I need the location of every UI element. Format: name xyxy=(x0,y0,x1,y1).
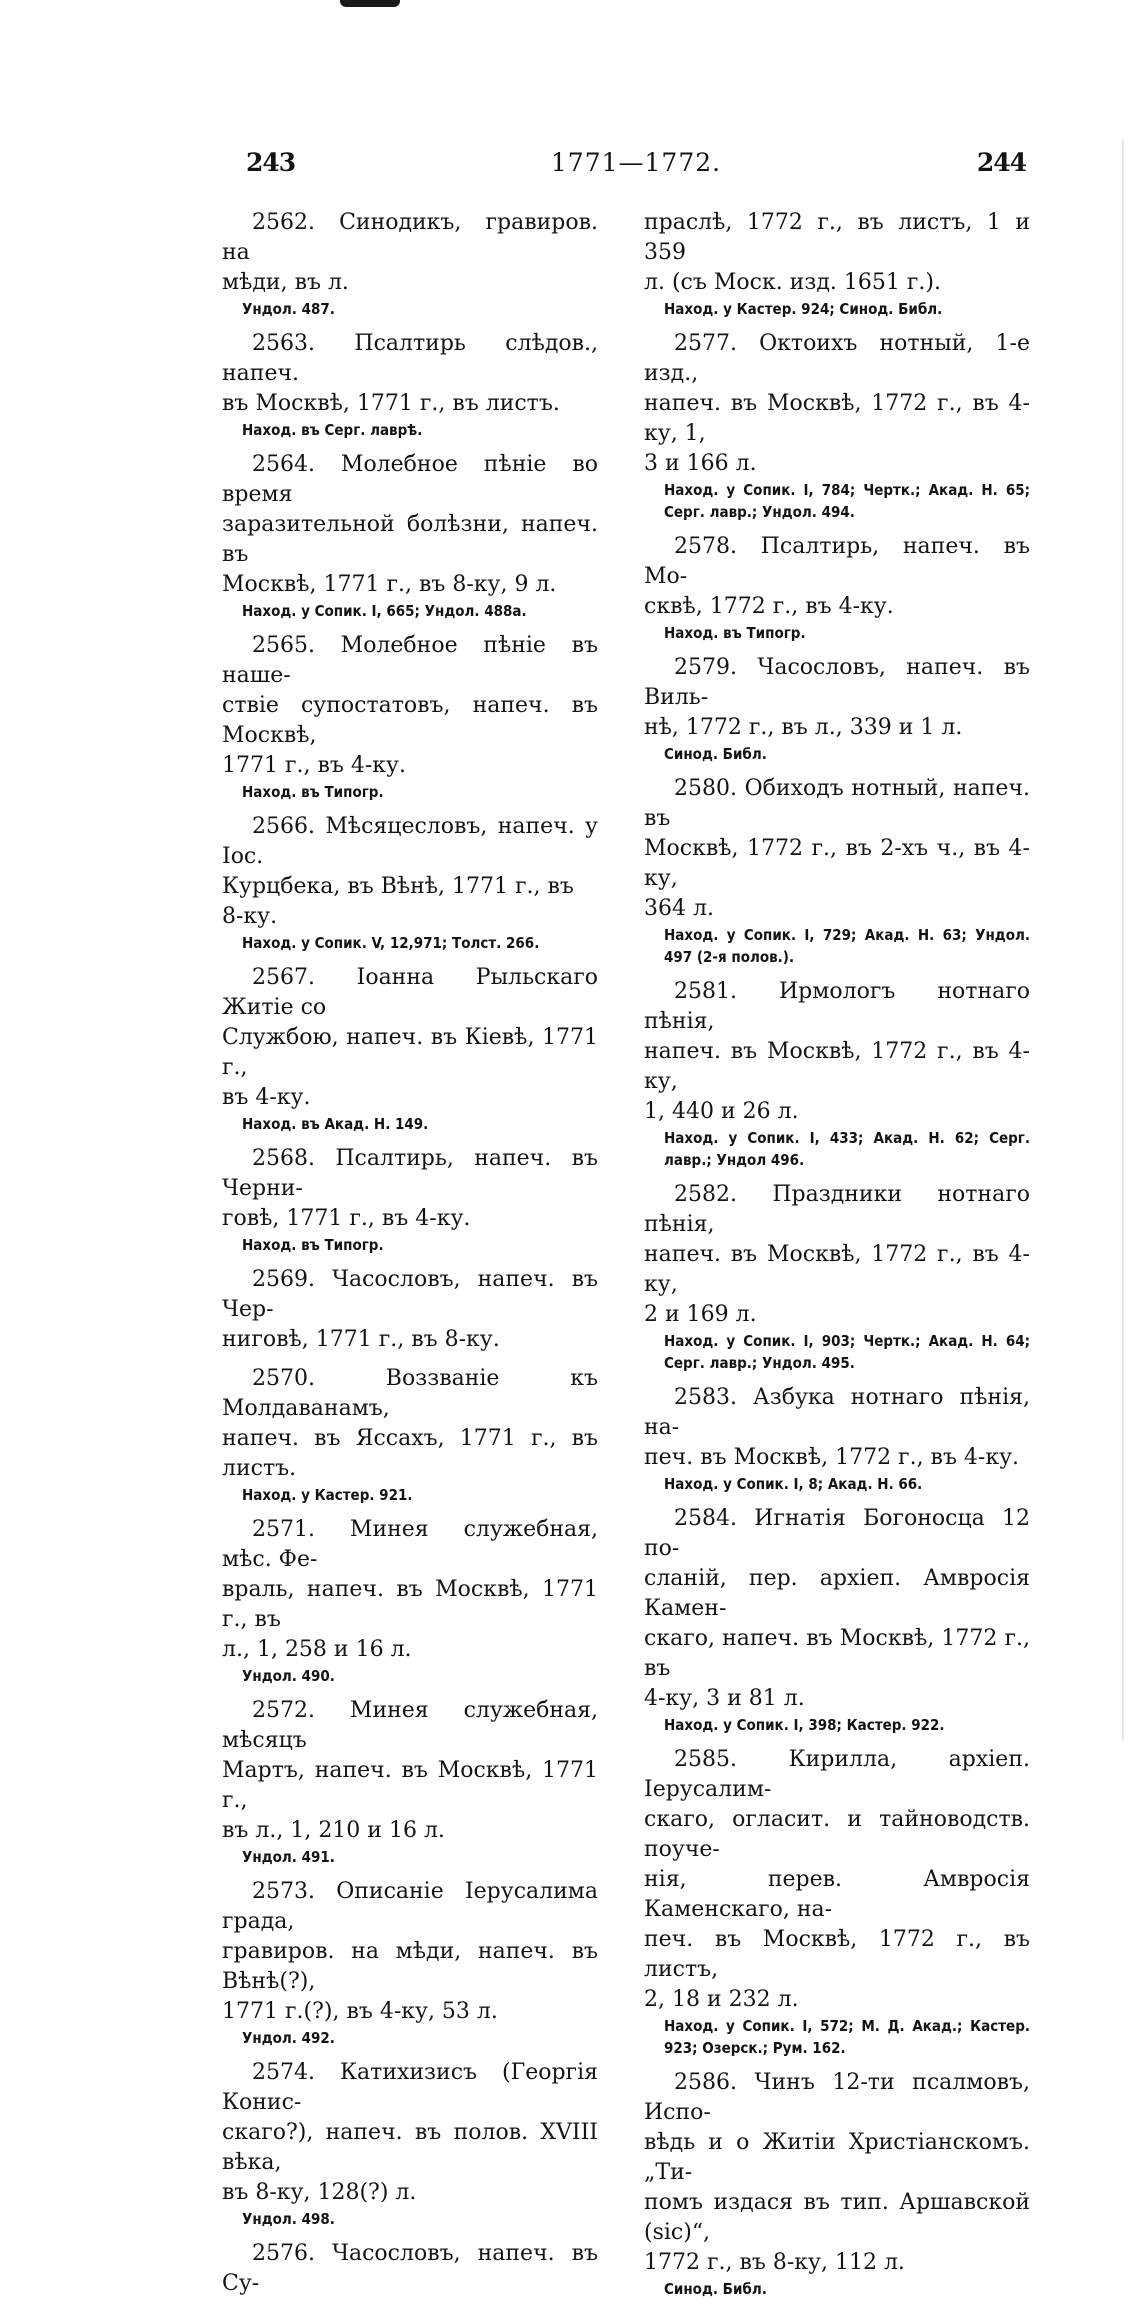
catalog-entry xyxy=(222,1265,598,1355)
entry-heading-line: 2564. Молебное пѣніе во время xyxy=(222,452,598,507)
catalog-entry xyxy=(222,2239,598,2299)
entry-line: 4-ку, 3 и 81 л. xyxy=(644,1686,805,1711)
holdings-note: Наход. у Сопик. I, 729; Акад. Н. 63; Ундол. 497 (2-я полов.). xyxy=(664,926,1030,966)
catalog-entry xyxy=(222,1696,598,1868)
holdings-note: Наход. у Сопик. I, 903; Чертк.; Акад. Н. 64; Серг. лавр.; Ундол. 495. xyxy=(664,1332,1030,1372)
entry-heading-line: 2567. Іоанна Рыльскаго Житіе со xyxy=(222,965,598,1020)
catalog-entry xyxy=(644,208,1030,320)
catalog-entry xyxy=(222,1364,598,1506)
holdings-note: Наход. у Сопик. I, 784; Чертк.; Акад. Н. 65; Серг. лавр.; Ундол. 494. xyxy=(664,481,1030,521)
catalog-entry xyxy=(222,963,598,1135)
entry-line: въ Москвѣ, 1771 г., въ листъ. xyxy=(222,391,560,416)
entry-heading-line: 2577. Октоихъ нотный, 1-е изд., xyxy=(644,331,1030,386)
entry-line: мѣди, въ л. xyxy=(222,270,349,295)
entry-heading-line: праслѣ, 1772 г., въ листъ, 1 и 359 xyxy=(644,210,1030,265)
catalog-entry xyxy=(644,977,1030,1171)
catalog-entry xyxy=(222,329,598,441)
entry-line: гравиров. на мѣди, напеч. въ Вѣнѣ(?), xyxy=(222,1939,598,1994)
holdings-note: Ундол. 487. xyxy=(242,300,335,318)
holdings-note: Ундол. 492. xyxy=(242,2029,335,2047)
entry-heading-line: 2585. Кирилла, архіеп. Іерусалим- xyxy=(644,1747,1030,1802)
holdings-note: Наход. въ Акад. Н. 149. xyxy=(242,1115,429,1133)
catalog-entry xyxy=(222,1877,598,2049)
right-column xyxy=(644,208,1030,2309)
holdings-note: Наход. у Кастер. 924; Синод. Библ. xyxy=(664,300,943,318)
entry-heading-line: 2583. Азбука нотнаго пѣнія, на- xyxy=(644,1385,1030,1440)
entry-line: л. (съ Моск. изд. 1651 г.). xyxy=(644,270,941,295)
entry-line: напеч. въ Москвѣ, 1772 г., въ 4-ку, xyxy=(644,1242,1030,1297)
entry-heading-line: 2584. Игнатія Богоносца 12 по- xyxy=(644,1506,1030,1561)
entry-heading-line: 2573. Описаніе Іерусалима града, xyxy=(222,1879,598,1934)
catalog-entry xyxy=(222,450,598,622)
holdings-note: Ундол. 490. xyxy=(242,1667,335,1685)
entry-line: л., 1, 258 и 16 л. xyxy=(222,1637,412,1662)
entry-line: напеч. въ Москвѣ, 1772 г., въ 4-ку, 1, xyxy=(644,391,1030,446)
holdings-note: Наход. въ Типогр. xyxy=(664,624,806,642)
entry-heading-line: 2572. Минея служебная, мѣсяцъ xyxy=(222,1698,598,1753)
entry-heading-line: 2576. Часословъ, напеч. въ Су- xyxy=(222,2241,598,2296)
entry-heading-line: 2568. Псалтирь, напеч. въ Черни- xyxy=(222,1146,598,1201)
catalog-entry xyxy=(644,1745,1030,2059)
entry-heading-line: 2574. Катихизисъ (Георгія Конис- xyxy=(222,2060,598,2115)
entry-line: 1771 г., въ 4-ку. xyxy=(222,753,406,778)
entry-line: 1, 440 и 26 л. xyxy=(644,1099,799,1124)
holdings-note: Наход. въ Серг. лаврѣ. xyxy=(242,421,423,439)
holdings-note: Наход. у Сопик. I, 398; Кастер. 922. xyxy=(664,1716,945,1734)
entry-line: въ л., 1, 210 и 16 л. xyxy=(222,1818,445,1843)
catalog-entry xyxy=(222,631,598,803)
holdings-note: Ундол. 498. xyxy=(242,2210,335,2228)
entry-line: ниговѣ, 1771 г., въ 8-ку. xyxy=(222,1327,500,1352)
entry-line: Мартъ, напеч. въ Москвѣ, 1771 г., xyxy=(222,1758,598,1813)
catalog-entry xyxy=(644,1504,1030,1736)
entry-heading-line: 2562. Синодикъ, гравиров. на xyxy=(222,210,598,265)
holdings-note: Наход. у Сопик. V, 12,971; Толст. 266. xyxy=(242,934,540,952)
catalog-entry xyxy=(644,774,1030,968)
entry-heading-line: 2571. Минея служебная, мѣс. Фе- xyxy=(222,1517,598,1572)
entry-line: заразительной болѣзни, напеч. въ xyxy=(222,512,598,567)
entry-line: вѣдь и о Житіи Христіанскомъ. „Ти- xyxy=(644,2130,1030,2185)
holdings-note: Наход. у Сопик. I, 572; М. Д. Акад.; Кастер. 923; Озерск.; Рум. 162. xyxy=(664,2017,1030,2057)
entry-line: 3 и 166 л. xyxy=(644,451,757,476)
catalog-entry xyxy=(644,1383,1030,1495)
scan-mark xyxy=(340,0,400,7)
entry-line: 364 л. xyxy=(644,896,714,921)
entry-line: нѣ, 1772 г., въ л., 339 и 1 л. xyxy=(644,715,963,740)
entry-line: Курцбека, въ Вѣнѣ, 1771 г., въ xyxy=(222,874,574,899)
catalog-entry xyxy=(222,1144,598,1256)
entry-line: напеч. въ Яссахъ, 1771 г., въ листъ. xyxy=(222,1426,598,1481)
entry-heading-line: 2586. Чинъ 12-ти псалмовъ, Испо- xyxy=(644,2070,1030,2125)
holdings-note: Наход. въ Типогр. xyxy=(242,1236,384,1254)
catalog-entry xyxy=(644,329,1030,523)
entry-heading-line: 2580. Обиходъ нотный, напеч. въ xyxy=(644,776,1030,831)
entry-heading-line: 2579. Часословъ, напеч. въ Виль- xyxy=(644,655,1030,710)
entry-heading-line: 2578. Псалтирь, напеч. въ Мо- xyxy=(644,534,1030,589)
catalog-entry xyxy=(222,208,598,320)
entry-line: Москвѣ, 1771 г., въ 8-ку, 9 л. xyxy=(222,572,557,597)
entry-line: 8-ку. xyxy=(222,904,278,929)
running-head-years: 1771—1772. xyxy=(550,148,722,177)
entry-line: скаго, огласит. и тайноводств. поуче- xyxy=(644,1807,1030,1862)
catalog-entry xyxy=(222,2058,598,2230)
page-edge xyxy=(1122,140,1124,1740)
entry-line: скаго, напеч. въ Москвѣ, 1772 г., въ xyxy=(644,1626,1030,1681)
entry-line: въ 8-ку, 128(?) л. xyxy=(222,2180,417,2205)
holdings-note: Ундол. 491. xyxy=(242,1848,335,1866)
entry-line: печ. въ Москвѣ, 1772 г., въ 4-ку. xyxy=(644,1445,1020,1470)
catalog-entry xyxy=(222,1515,598,1687)
entry-line: напеч. въ Москвѣ, 1772 г., въ 4-ку, xyxy=(644,1039,1030,1094)
left-column xyxy=(222,208,598,2308)
holdings-note: Наход. у Сопик. I, 665; Ундол. 488а. xyxy=(242,602,527,620)
catalog-entry xyxy=(644,653,1030,765)
entry-line: печ. въ Москвѣ, 1772 г., въ листъ, xyxy=(644,1927,1030,1982)
entry-heading-line: 2565. Молебное пѣніе въ наше- xyxy=(222,633,598,688)
entry-line: сланій, пер. архіеп. Амвросія Камен- xyxy=(644,1566,1030,1621)
entry-line: въ 4-ку. xyxy=(222,1085,311,1110)
entry-heading-line: 2581. Ирмологъ нотнаго пѣнія, xyxy=(644,979,1030,1034)
entry-line: Москвѣ, 1772 г., въ 2-хъ ч., въ 4-ку, xyxy=(644,836,1030,891)
catalog-entry xyxy=(222,812,598,954)
entry-line: враль, напеч. въ Москвѣ, 1771 г., въ xyxy=(222,1577,598,1632)
page-header xyxy=(246,148,1026,188)
holdings-note: Наход. въ Типогр. xyxy=(242,783,384,801)
right-page-number: 244 xyxy=(976,148,1026,177)
catalog-entry xyxy=(644,2068,1030,2300)
holdings-note: Синод. Библ. xyxy=(664,745,767,763)
entry-line: 1771 г.(?), въ 4-ку, 53 л. xyxy=(222,1999,498,2024)
entry-heading-line: 2570. Воззваніе къ Молдаванамъ, xyxy=(222,1366,598,1421)
left-page-number: 243 xyxy=(246,148,296,177)
entry-line: 2, 18 и 232 л. xyxy=(644,1987,799,2012)
entry-heading-line: 2566. Мѣсяцесловъ, напеч. у Іос. xyxy=(222,814,598,869)
entry-line: 1772 г., въ 8-ку, 112 л. xyxy=(644,2250,905,2275)
holdings-note: Наход. у Сопик. I, 433; Акад. Н. 62; Серг. лавр.; Ундол 496. xyxy=(664,1129,1030,1169)
catalog-entry xyxy=(644,1180,1030,1374)
entry-line: скаго?), напеч. въ полов. XVIII вѣка, xyxy=(222,2120,598,2175)
entry-line: нія, перев. Амвросія Каменскаго, на- xyxy=(644,1867,1030,1922)
holdings-note: Наход. у Кастер. 921. xyxy=(242,1486,413,1504)
entry-heading-line: 2563. Псалтирь слѣдов., напеч. xyxy=(222,331,598,386)
entry-line: Службою, напеч. въ Кіевѣ, 1771 г., xyxy=(222,1025,598,1080)
entry-line: ствіе супостатовъ, напеч. въ Москвѣ, xyxy=(222,693,598,748)
catalog-entry xyxy=(644,532,1030,644)
holdings-note: Синод. Библ. xyxy=(664,2280,767,2298)
entry-line: сквѣ, 1772 г., въ 4-ку. xyxy=(644,594,894,619)
entry-line: говѣ, 1771 г., въ 4-ку. xyxy=(222,1206,471,1231)
holdings-note: Наход. у Сопик. I, 8; Акад. Н. 66. xyxy=(664,1475,923,1493)
entry-heading-line: 2582. Праздники нотнаго пѣнія, xyxy=(644,1182,1030,1237)
entry-heading-line: 2569. Часословъ, напеч. въ Чер- xyxy=(222,1267,598,1322)
entry-line: помъ издася въ тип. Аршавской (sic)“, xyxy=(644,2190,1030,2245)
entry-line: 2 и 169 л. xyxy=(644,1302,757,1327)
